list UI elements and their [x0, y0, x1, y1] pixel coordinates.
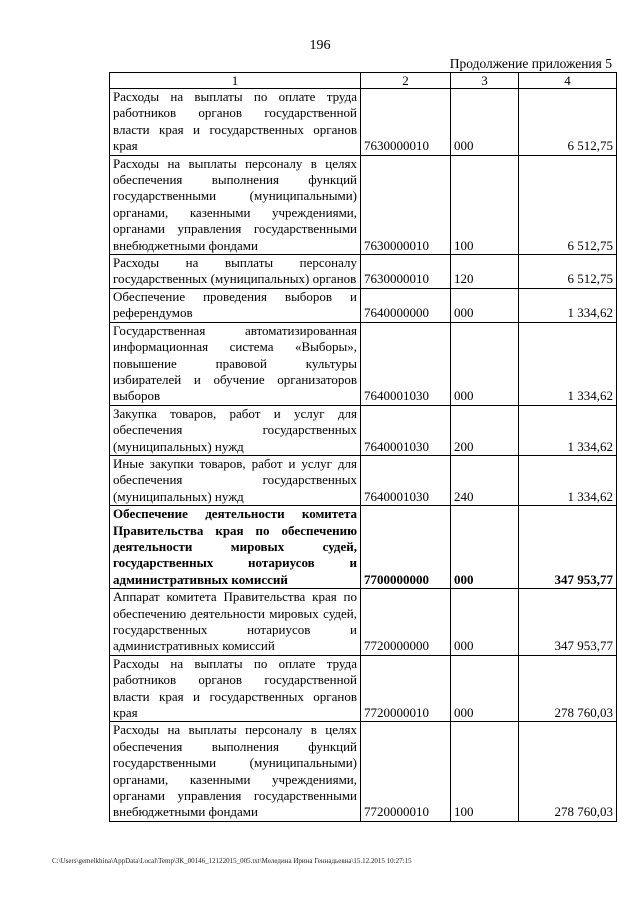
table-row	[110, 288, 617, 322]
row-name: Аппарат комитета Правительства края по обеспечению деятельности мировых судей, государственных нотариусов и административных комиссий	[110, 589, 361, 656]
row-amount: 6 512,75	[519, 155, 617, 254]
row-name: Государственная автоматизированная информационная система «Выборы», повышение правовой культуры избирателей и обучение организаторов выборов	[110, 322, 361, 405]
row-code: 7640001030	[361, 405, 451, 455]
row-kind: 000	[451, 89, 519, 156]
row-kind: 000	[451, 589, 519, 656]
table-row	[110, 405, 617, 455]
row-code: 7630000010	[361, 255, 451, 289]
table-row	[110, 455, 617, 505]
row-amount: 6 512,75	[519, 255, 617, 289]
table-row	[110, 722, 617, 821]
row-kind: 240	[451, 455, 519, 505]
row-kind: 000	[451, 655, 519, 722]
column-header-4: 4	[519, 73, 617, 89]
row-code: 7720000010	[361, 655, 451, 722]
row-kind: 120	[451, 255, 519, 289]
row-name: Расходы на выплаты по оплате труда работников органов государственной власти края и государственных органов края	[110, 655, 361, 722]
row-amount: 1 334,62	[519, 288, 617, 322]
row-code: 7700000000	[361, 506, 451, 589]
row-amount: 1 334,62	[519, 455, 617, 505]
row-name: Расходы на выплаты персоналу в целях обеспечения выполнения функций государственными (муниципальными) органами, казенными учреждениями, органами управления государственными внебюджетными фондами	[110, 155, 361, 254]
row-name: Закупка товаров, работ и услуг для обеспечения государственных (муниципальных) нужд	[110, 405, 361, 455]
continuation-label: Продолжение приложения 5	[449, 56, 612, 71]
row-name: Расходы на выплаты по оплате труда работников органов государственной власти края и государственных органов края	[110, 89, 361, 156]
row-code: 7720000010	[361, 722, 451, 821]
row-kind: 000	[451, 288, 519, 322]
page-number: 196	[309, 38, 331, 53]
table-row	[110, 655, 617, 722]
row-code: 7720000000	[361, 589, 451, 656]
header-row	[110, 73, 617, 89]
table-row	[110, 589, 617, 656]
row-name: Обеспечение проведения выборов и референдумов	[110, 288, 361, 322]
footer-file-path: C:\Users\gemelkhina\AppData\Local\Temp\ЗК_00146_12122015_005.txt\Меледина Ирина Геннадьевна\15.12.2015 10:27:15	[52, 857, 412, 865]
row-name: Расходы на выплаты персоналу в целях обеспечения выполнения функций государственными (муниципальными) органами, казенными учреждениями, органами управления государственными внебюджетными фондами	[110, 722, 361, 821]
row-amount: 347 953,77	[519, 506, 617, 589]
row-kind: 000	[451, 506, 519, 589]
column-header-1: 1	[110, 73, 361, 89]
row-code: 7630000010	[361, 155, 451, 254]
column-header-3: 3	[451, 73, 519, 89]
row-code: 7640000000	[361, 288, 451, 322]
row-name: Расходы на выплаты персоналу государственных (муниципальных) органов	[110, 255, 361, 289]
column-header-2: 2	[361, 73, 451, 89]
row-amount: 1 334,62	[519, 405, 617, 455]
table-row	[110, 89, 617, 156]
row-name: Иные закупки товаров, работ и услуг для обеспечения государственных (муниципальных) нужд	[110, 455, 361, 505]
row-kind: 000	[451, 322, 519, 405]
row-amount: 6 512,75	[519, 89, 617, 156]
row-amount: 347 953,77	[519, 589, 617, 656]
row-code: 7640001030	[361, 455, 451, 505]
row-name: Обеспечение деятельности комитета Правительства края по обеспечению деятельности мировых судей, государственных нотариусов и административных комиссий	[110, 506, 361, 589]
table-row	[110, 155, 617, 254]
row-kind: 100	[451, 155, 519, 254]
row-code: 7630000010	[361, 89, 451, 156]
row-amount: 278 760,03	[519, 722, 617, 821]
row-amount: 278 760,03	[519, 655, 617, 722]
row-kind: 200	[451, 405, 519, 455]
table-row-section	[110, 506, 617, 589]
budget-table	[109, 72, 617, 822]
table-row	[110, 322, 617, 405]
row-kind: 100	[451, 722, 519, 821]
table-row	[110, 255, 617, 289]
row-amount: 1 334,62	[519, 322, 617, 405]
row-code: 7640001030	[361, 322, 451, 405]
